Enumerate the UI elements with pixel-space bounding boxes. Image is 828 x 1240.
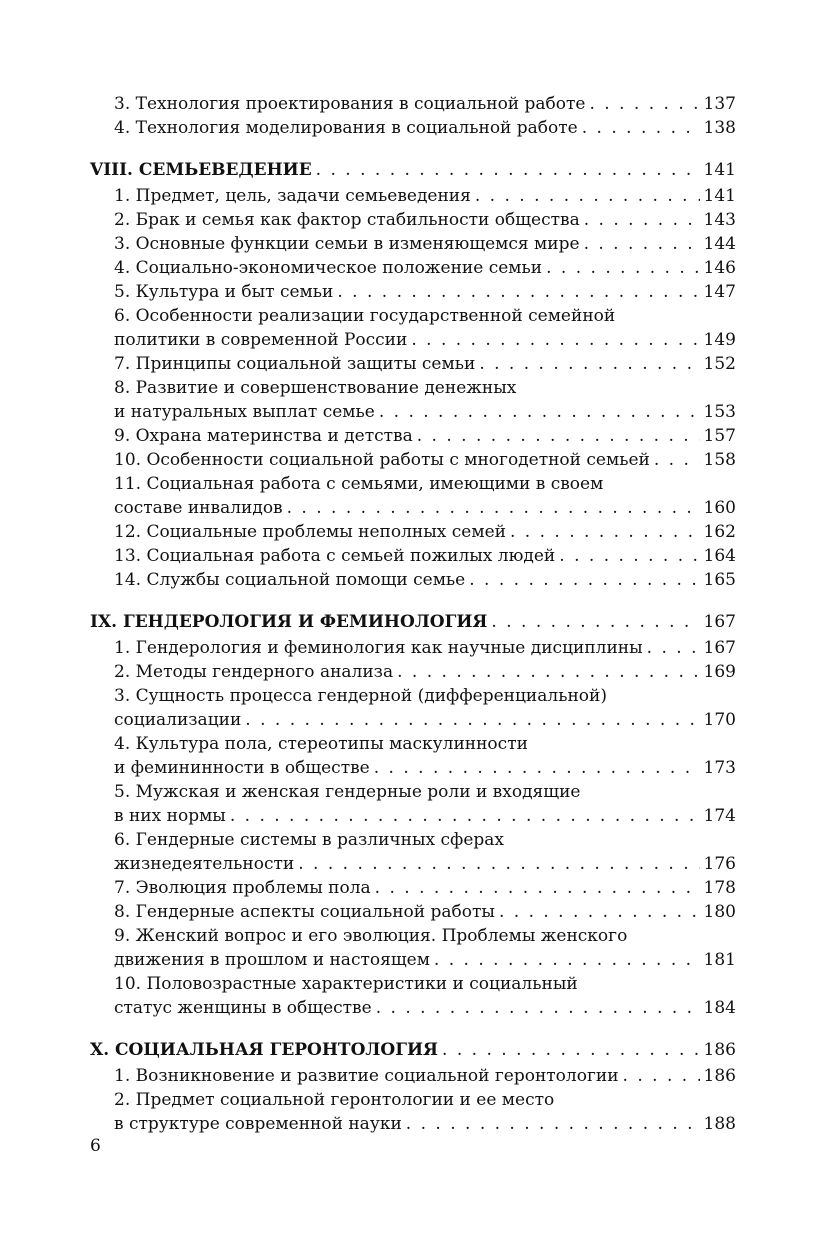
entry-last-line [114,876,736,900]
entry-title-line: 4. Технология моделирования в социальной работе [114,118,578,138]
toc-entry[interactable] [90,924,736,972]
dot-leader [375,876,700,900]
entry-last-line [114,544,736,568]
dot-leader [442,1038,700,1062]
toc-entry[interactable] [90,972,736,1020]
toc-section [90,1038,736,1136]
toc-entry[interactable] [90,304,736,352]
entry-page-number: 158 [703,450,736,470]
entry-page-number: 173 [703,758,736,778]
toc-entry[interactable] [90,828,736,876]
entry-last-line [114,184,736,208]
entry-last-line [114,208,736,232]
dot-leader [287,496,700,520]
entry-page-number: 167 [703,638,736,658]
dot-leader [546,256,699,280]
toc-entry[interactable] [90,280,736,304]
dot-leader [417,424,700,448]
toc-entry[interactable] [90,116,736,140]
entry-title-line: в них нормы [114,806,226,826]
entry-title-line: 4. Социально-экономическое положение семьи [114,258,543,278]
dot-leader [654,448,700,472]
toc-entry[interactable] [90,900,736,924]
entry-last-line [114,1064,736,1088]
entry-page-number: 162 [703,522,736,542]
entry-page-number: 181 [703,950,736,970]
toc-entry[interactable] [90,780,736,828]
entry-title-line: 7. Эволюция проблемы пола [114,878,371,898]
entry-title-line: 8. Гендерные аспекты социальной работы [114,902,495,922]
entry-title-line: жизнедеятельности [114,854,295,874]
entry-page-number: 188 [703,1114,736,1134]
dot-leader [298,852,699,876]
entry-last-line [114,708,736,732]
entry-title-line: 10. Половозрастные характеристики и социальный [114,974,578,994]
dot-leader [406,1112,700,1136]
entry-last-line [114,116,736,140]
entry-last-line [114,280,736,304]
page-number: 6 [90,1136,101,1156]
entry-last-line [114,568,736,592]
chapter-title: IX. ГЕНДЕРОЛОГИЯ И ФЕМИНОЛОГИЯ [90,612,488,632]
entry-page-number: 184 [703,998,736,1018]
entry-title-line: 10. Особенности социальной работы с многодетной семьей [114,450,650,470]
entry-page-number: 149 [703,330,736,350]
dot-leader [475,184,700,208]
toc-entry[interactable] [90,544,736,568]
entry-title-line: в структуре современной науки [114,1114,402,1134]
entry-title-line: 6. Гендерные системы в различных сферах [114,830,504,850]
dot-leader [479,352,699,376]
entry-title-line: 5. Мужская и женская гендерные роли и входящие [114,782,581,802]
dot-leader [584,208,700,232]
entry-page-number: 141 [703,186,736,206]
dot-leader [397,660,699,684]
entry-page-number: 176 [703,854,736,874]
entry-page-number: 138 [703,118,736,138]
toc-entry[interactable] [90,1088,736,1136]
entry-title-line: 8. Развитие и совершенствование денежных [114,378,517,398]
entry-last-line [114,636,736,660]
dot-leader [316,158,700,182]
entry-page-number: 174 [703,806,736,826]
dot-leader [623,1064,700,1088]
toc-section [90,92,736,140]
entry-page-number: 157 [703,426,736,446]
entry-page-number: 153 [703,402,736,422]
entry-page-number: 178 [703,878,736,898]
entry-title-line: 4. Культура пола, стереотипы маскулинности [114,734,528,754]
toc-entry[interactable] [90,232,736,256]
entry-title-line: политики в современной России [114,330,408,350]
entry-last-line [114,900,736,924]
entry-last-line [114,756,736,780]
entry-last-line [114,256,736,280]
dot-leader [230,804,700,828]
chapter-page-number: 186 [703,1040,736,1060]
entry-title-line: 2. Методы гендерного анализа [114,662,394,682]
toc-entry[interactable] [90,660,736,684]
toc-entry[interactable] [90,184,736,208]
dot-leader [647,636,700,660]
entry-page-number: 152 [703,354,736,374]
entry-title-line: 9. Охрана материнства и детства [114,426,413,446]
entry-page-number: 164 [703,546,736,566]
entry-title-line: статус женщины в обществе [114,998,372,1018]
table-of-contents [90,92,736,1154]
toc-entry[interactable] [90,448,736,472]
entry-title-line: 1. Возникновение и развитие социальной геронтологии [114,1066,619,1086]
entry-title-line: 12. Социальные проблемы неполных семей [114,522,506,542]
toc-entry[interactable] [90,1064,736,1088]
entry-last-line [114,996,736,1020]
dot-leader [469,568,699,592]
entry-last-line [114,804,736,828]
toc-entry[interactable] [90,352,736,376]
entry-last-line [114,852,736,876]
dot-leader [337,280,699,304]
entry-page-number: 137 [703,94,736,114]
dot-leader [499,900,700,924]
dot-leader [559,544,699,568]
entry-title-line: 1. Предмет, цель, задачи семьеведения [114,186,471,206]
entry-last-line [114,496,736,520]
entry-last-line [114,520,736,544]
dot-leader [374,756,700,780]
entry-page-number: 160 [703,498,736,518]
dot-leader [590,92,700,116]
chapter-heading[interactable] [90,158,736,182]
entry-page-number: 146 [703,258,736,278]
chapter-title: X. СОЦИАЛЬНАЯ ГЕРОНТОЛОГИЯ [90,1040,439,1060]
dot-leader [434,948,700,972]
toc-entry[interactable] [90,732,736,780]
entry-page-number: 180 [703,902,736,922]
entry-page-number: 169 [703,662,736,682]
entry-title-line: движения в прошлом и настоящем [114,950,430,970]
entry-title-line: 11. Социальная работа с семьями, имеющими в своем [114,474,604,494]
entry-title-line: 13. Социальная работа с семьей пожилых людей [114,546,556,566]
chapter-page-number: 167 [703,612,736,632]
toc-entry[interactable] [90,208,736,232]
dot-leader [491,610,699,634]
entry-title-line: и фемининности в обществе [114,758,370,778]
toc-entry[interactable] [90,636,736,660]
entry-title-line: и натуральных выплат семье [114,402,375,422]
dot-leader [584,232,700,256]
entry-page-number: 144 [703,234,736,254]
entry-last-line [114,948,736,972]
entry-last-line [114,328,736,352]
entry-page-number: 143 [703,210,736,230]
entry-page-number: 186 [703,1066,736,1086]
toc-entry[interactable] [90,684,736,732]
dot-leader [379,400,700,424]
entry-title-line: 14. Службы социальной помощи семье [114,570,466,590]
entry-title-line: 3. Технология проектирования в социальной работе [114,94,586,114]
toc-section [90,610,736,1020]
toc-entry[interactable] [90,256,736,280]
dot-leader [411,328,699,352]
entry-title-line: 2. Брак и семья как фактор стабильности общества [114,210,580,230]
entry-title-line: 7. Принципы социальной защиты семьи [114,354,476,374]
entry-title-line: составе инвалидов [114,498,283,518]
toc-entry[interactable] [90,520,736,544]
toc-entry[interactable] [90,424,736,448]
entry-last-line [114,352,736,376]
entry-title-line: 2. Предмет социальной геронтологии и ее место [114,1090,555,1110]
dot-leader [245,708,699,732]
entry-page-number: 147 [703,282,736,302]
dot-leader [510,520,700,544]
entry-last-line [114,400,736,424]
entry-title-line: 3. Сущность процесса гендерной (дифференциальной) [114,686,607,706]
entry-last-line [114,424,736,448]
entry-last-line [114,92,736,116]
entry-title-line: 1. Гендерология и феминология как научные дисциплины [114,638,643,658]
chapter-page-number: 141 [703,160,736,180]
entry-title-line: социализации [114,710,242,730]
entry-title-line: 3. Основные функции семьи в изменяющемся мире [114,234,580,254]
dot-leader [582,116,700,140]
chapter-heading[interactable] [90,610,736,634]
entry-last-line [114,660,736,684]
chapter-title: VIII. СЕМЬЕВЕДЕНИЕ [90,160,312,180]
entry-last-line [114,1112,736,1136]
entry-title-line: 6. Особенности реализации государственной семейной [114,306,616,326]
toc-entry[interactable] [90,92,736,116]
dot-leader [376,996,700,1020]
entry-last-line [114,448,736,472]
toc-entry[interactable] [90,876,736,900]
entry-page-number: 170 [703,710,736,730]
toc-entry[interactable] [90,568,736,592]
entry-title-line: 9. Женский вопрос и его эволюция. Проблемы женского [114,926,628,946]
chapter-heading[interactable] [90,1038,736,1062]
entry-title-line: 5. Культура и быт семьи [114,282,334,302]
entry-page-number: 165 [703,570,736,590]
toc-section [90,158,736,592]
toc-entry[interactable] [90,472,736,520]
toc-entry[interactable] [90,376,736,424]
entry-last-line [114,232,736,256]
